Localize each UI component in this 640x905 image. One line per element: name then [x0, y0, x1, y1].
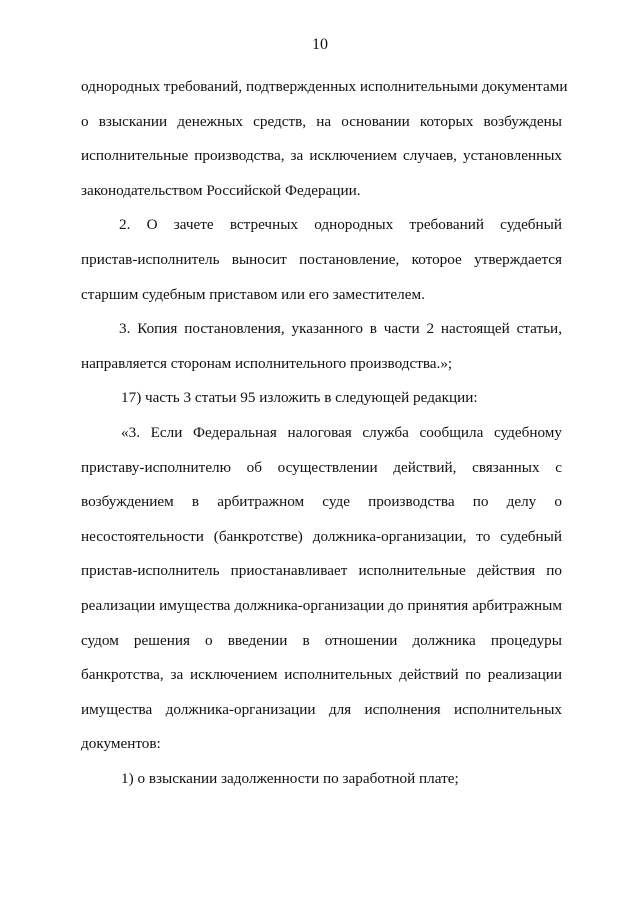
text-line: приставу-исполнителю об осуществлении действий, связанных с [81, 458, 562, 476]
text-line: о взыскании денежных средств, на основании которых возбуждены [81, 112, 562, 130]
text-line: несостоятельности (банкротстве) должника-организации, то судебный [81, 527, 562, 545]
text-line: возбуждением в арбитражном суде производства по делу о [81, 493, 562, 511]
text-line: документов: [81, 735, 161, 753]
text-line: направляется сторонам исполнительного производства.»; [81, 354, 453, 372]
text-line: 3. Копия постановления, указанного в части 2 настоящей статьи, [119, 320, 562, 338]
text-line: 17) часть 3 статьи 95 изложить в следующей редакции: [121, 389, 478, 407]
text-line: однородных требований, подтвержденных исполнительными документами [81, 78, 568, 95]
text-line: реализации имущества должника-организации до принятия арбитражным [81, 596, 562, 614]
text-line: судом решения о введении в отношении должника процедуры [81, 631, 562, 649]
text-line: банкротства, за исключением исполнительных действий по реализации [81, 666, 562, 684]
text-line: исполнительные производства, за исключением случаев, установленных [81, 147, 562, 165]
text-line: 1) о взыскании задолженности по заработной плате; [121, 769, 459, 787]
text-line: «3. Если Федеральная налоговая служба сообщила судебному [121, 423, 562, 441]
page-number: 10 [312, 36, 328, 53]
text-line: старшим судебным приставом или его заместителем. [81, 285, 425, 303]
text-line: законодательством Российской Федерации. [81, 181, 361, 199]
document-body [81, 70, 568, 796]
text-line: 2. О зачете встречных однородных требований судебный [119, 216, 562, 234]
text-line: пристав-исполнитель выносит постановление, которое утверждается [81, 250, 562, 268]
text-line: пристав-исполнитель приостанавливает исполнительные действия по [81, 562, 562, 580]
text-line: имущества должника-организации для исполнения исполнительных [81, 700, 562, 718]
